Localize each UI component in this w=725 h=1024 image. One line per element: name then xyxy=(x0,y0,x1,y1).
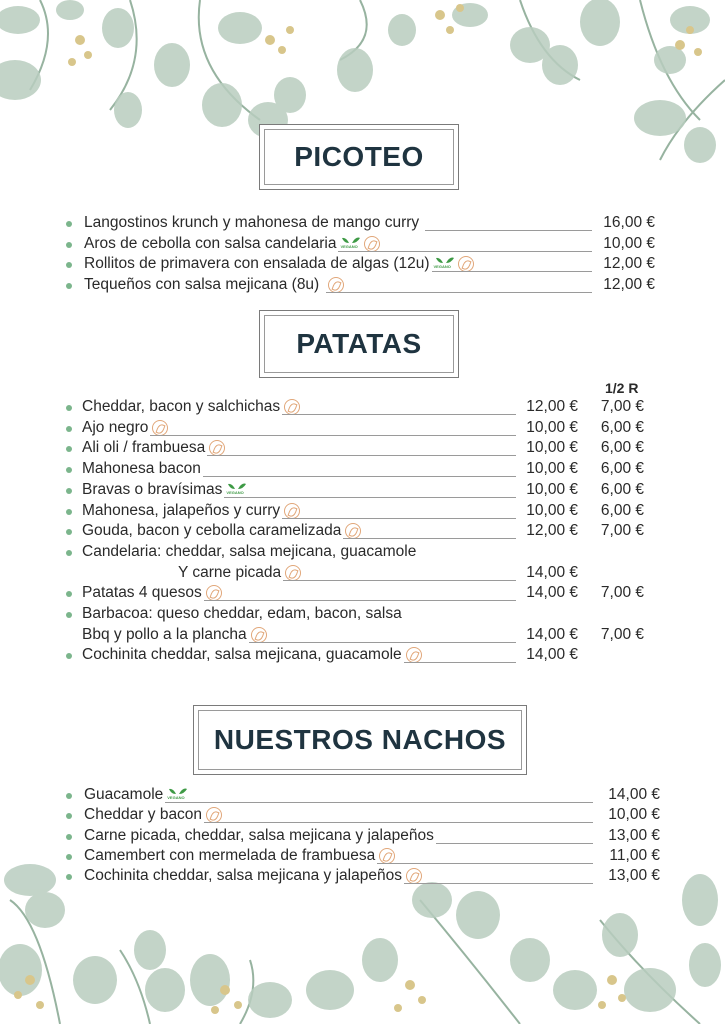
lactose-icon xyxy=(406,868,422,884)
menu-item-price: 16,00 € xyxy=(603,214,655,231)
menu-item-half-price: 6,00 € xyxy=(600,460,644,478)
dotted-leader xyxy=(282,414,516,415)
menu-item xyxy=(0,418,725,438)
bullet-icon xyxy=(66,221,72,227)
menu-item-name: Bravas o bravísimas xyxy=(82,480,223,498)
bullet-icon xyxy=(66,653,72,659)
vegan-badge-label: VEGANO xyxy=(226,489,244,495)
bullet-icon xyxy=(66,262,72,268)
dotted-leader xyxy=(436,843,593,844)
menu-item-price: 10,00 € xyxy=(526,439,578,457)
dotted-leader xyxy=(207,455,516,456)
menu-item xyxy=(0,521,725,541)
menu-item xyxy=(0,866,725,886)
lactose-icon xyxy=(379,848,395,864)
menu-item-price: 12,00 € xyxy=(603,255,655,272)
menu-item-price: 10,00 € xyxy=(526,418,578,436)
lactose-icon xyxy=(206,585,222,601)
bullet-icon xyxy=(66,793,72,799)
lactose-icon xyxy=(206,807,222,823)
menu-item-name: Cochinita cheddar, salsa mejicana y jalapeños xyxy=(84,867,402,885)
dotted-leader xyxy=(224,497,516,498)
dotted-leader xyxy=(404,662,516,663)
bullet-icon xyxy=(66,612,72,618)
lactose-icon xyxy=(284,399,300,415)
section-title-nachos xyxy=(193,705,527,775)
menu-item xyxy=(0,254,725,274)
dotted-leader xyxy=(203,476,516,477)
half-portion-header: 1/2 R xyxy=(605,380,639,396)
dotted-leader xyxy=(432,271,592,272)
menu-item-continuation xyxy=(0,625,725,645)
bullet-icon xyxy=(66,813,72,819)
dotted-leader xyxy=(204,600,516,601)
menu-item-name: Langostinos krunch y mahonesa de mango curry xyxy=(84,214,420,231)
menu-item-name: Mahonesa bacon xyxy=(82,460,201,478)
menu-item-half-price: 6,00 € xyxy=(600,439,644,457)
bullet-icon xyxy=(66,834,72,840)
menu-item-name: Rollitos de primavera con ensalada de algas (12u) xyxy=(84,255,430,272)
lactose-icon xyxy=(284,503,300,519)
vegan-icon xyxy=(167,787,189,801)
section-title-text: NUESTROS NACHOS xyxy=(213,724,507,755)
bullet-icon xyxy=(66,509,72,515)
menu-item-price: 10,00 € xyxy=(603,234,655,252)
bullet-icon xyxy=(66,242,72,248)
menu-item-price: 13,00 € xyxy=(608,826,660,844)
menu-item-price: 14,00 € xyxy=(526,584,578,602)
menu-item-price: 14,00 € xyxy=(526,563,578,581)
bullet-icon xyxy=(66,550,72,556)
menu-item-price: 14,00 € xyxy=(608,786,660,803)
vegan-badge-label: VEGANO xyxy=(340,243,358,249)
menu-item xyxy=(0,480,725,500)
menu-item-price: 14,00 € xyxy=(526,625,578,643)
menu-item-name: Patatas 4 quesos xyxy=(82,584,202,602)
vegan-icon xyxy=(434,256,456,270)
menu-item xyxy=(0,438,725,458)
menu-item-half-price: 6,00 € xyxy=(600,480,644,498)
dotted-leader xyxy=(283,580,516,581)
section-title-patatas xyxy=(259,310,459,378)
menu-item-half-price: 6,00 € xyxy=(600,501,644,519)
menu-item xyxy=(0,785,725,805)
menu-item xyxy=(0,501,725,521)
section-title-text: PATATAS xyxy=(296,328,422,359)
lactose-icon xyxy=(285,565,301,581)
dotted-leader xyxy=(204,822,593,823)
menu-item-name: Cheddar y bacon xyxy=(84,806,203,824)
menu-item-name: Ali oli / frambuesa xyxy=(82,439,206,457)
menu-item-name: Mahonesa, jalapeños y curry xyxy=(82,501,281,519)
menu-item-half-price: 7,00 € xyxy=(600,584,644,602)
bullet-icon xyxy=(66,591,72,597)
lactose-icon xyxy=(152,420,168,436)
menu-item-name-continuation: Bbq y pollo a la plancha xyxy=(82,625,247,643)
menu-item-name: Gouda, bacon y cebolla caramelizada xyxy=(82,522,342,540)
menu-item-price: 10,00 € xyxy=(526,460,578,478)
menu-item-continuation xyxy=(0,563,725,583)
menu-item-price: 12,00 € xyxy=(526,522,578,540)
section-title-text: PICOTEO xyxy=(294,141,424,172)
menu-item xyxy=(0,275,725,295)
menu-item-price: 11,00 € xyxy=(609,846,660,864)
lactose-icon xyxy=(458,256,474,272)
menu-item-price: 12,00 € xyxy=(526,398,578,415)
menu-item-name: Tequeños con salsa mejicana (8u) xyxy=(84,275,320,293)
dotted-leader xyxy=(338,251,592,252)
bullet-icon xyxy=(66,426,72,432)
menu-item-half-price: 7,00 € xyxy=(600,625,644,643)
bullet-icon xyxy=(66,467,72,473)
bullet-icon xyxy=(66,283,72,289)
menu-item xyxy=(0,234,725,254)
menu-item-name: Candelaria: cheddar, salsa mejicana, guacamole xyxy=(82,542,417,560)
dotted-leader xyxy=(150,435,516,436)
menu-item-name: Carne picada, cheddar, salsa mejicana y jalapeños xyxy=(84,826,434,844)
section-title-picoteo xyxy=(259,124,459,190)
dotted-leader xyxy=(343,538,516,539)
lactose-icon xyxy=(328,277,344,293)
menu-item-price: 13,00 € xyxy=(608,867,660,885)
vegan-icon xyxy=(226,482,248,496)
menu-item xyxy=(0,604,725,624)
menu-item-half-price: 7,00 € xyxy=(600,398,644,415)
bullet-icon xyxy=(66,488,72,494)
menu-item xyxy=(0,542,725,562)
bullet-icon xyxy=(66,874,72,880)
menu-item-half-price: 6,00 € xyxy=(600,418,644,436)
bullet-icon xyxy=(66,405,72,411)
menu-item-price: 10,00 € xyxy=(526,501,578,519)
menu-item-price: 12,00 € xyxy=(603,275,655,293)
menu-item xyxy=(0,846,725,866)
dotted-leader xyxy=(425,230,592,231)
menu-item-half-price: 7,00 € xyxy=(600,522,644,540)
lactose-icon xyxy=(406,647,422,663)
menu-item xyxy=(0,459,725,479)
vegan-badge-label: VEGANO xyxy=(167,795,185,800)
menu-item xyxy=(0,826,725,846)
lactose-icon xyxy=(345,523,361,539)
dotted-leader xyxy=(165,802,593,803)
dotted-leader xyxy=(377,863,593,864)
menu-item-name: Camembert con mermelada de frambuesa xyxy=(84,846,376,864)
menu-item-name: Cheddar, bacon y salchichas xyxy=(82,398,281,415)
menu-item-price: 10,00 € xyxy=(608,806,660,824)
menu-item-name: Cochinita cheddar, salsa mejicana, guacamole xyxy=(82,646,402,664)
menu-item-price: 14,00 € xyxy=(526,646,578,664)
dotted-leader xyxy=(326,292,592,293)
menu-item-price: 10,00 € xyxy=(526,480,578,498)
menu-item-name-continuation: Y carne picada xyxy=(178,563,282,581)
lactose-icon xyxy=(364,236,380,252)
dotted-leader xyxy=(249,642,516,643)
menu-item xyxy=(0,805,725,825)
menu-item xyxy=(0,583,725,603)
bullet-icon xyxy=(66,529,72,535)
dotted-leader xyxy=(404,883,593,884)
vegan-icon xyxy=(340,236,362,250)
menu-item xyxy=(0,213,725,233)
lactose-icon xyxy=(209,440,225,456)
menu-item xyxy=(0,397,725,417)
menu-item-name: Ajo negro xyxy=(82,418,149,436)
dotted-leader xyxy=(282,518,516,519)
menu-item-name: Guacamole xyxy=(84,786,164,803)
bullet-icon xyxy=(66,446,72,452)
vegan-badge-label: VEGANO xyxy=(433,264,451,269)
menu-item xyxy=(0,645,725,665)
menu-item-name: Aros de cebolla con salsa candelaria xyxy=(84,234,337,252)
menu-item-name: Barbacoa: queso cheddar, edam, bacon, salsa xyxy=(82,605,402,622)
lactose-icon xyxy=(251,627,267,643)
bullet-icon xyxy=(66,854,72,860)
